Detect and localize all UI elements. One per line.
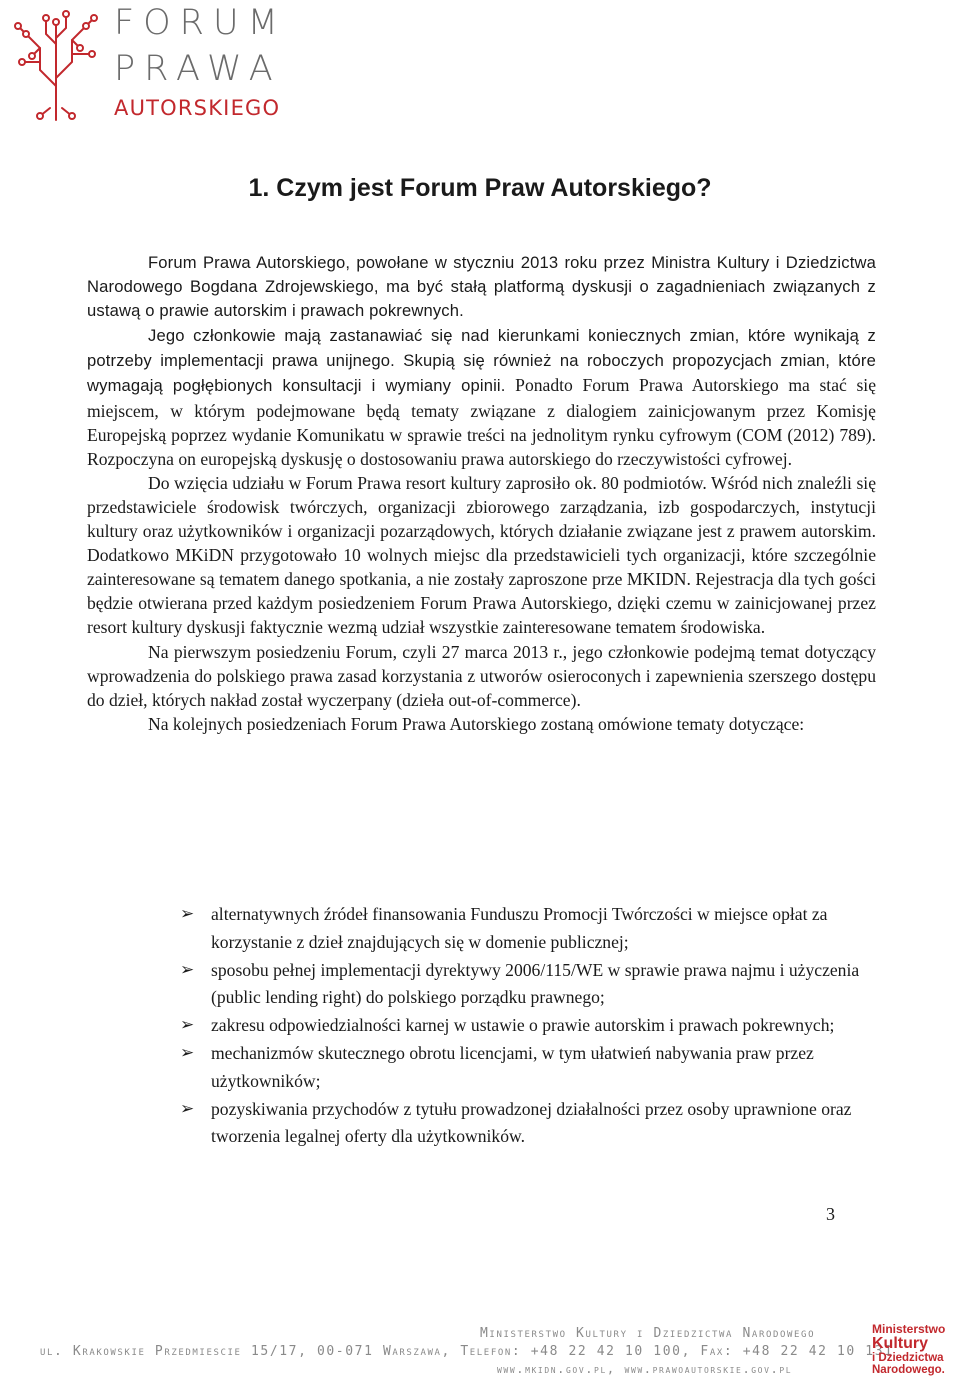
logo-text-prawa: PRAWA bbox=[114, 49, 282, 89]
topics-list bbox=[180, 901, 880, 1151]
paragraph-first-meeting: Na pierwszym posiedzeniu Forum, czyli 27 marca 2013 r., jego członkowie podejmą temat dotyczący wprowadzenia do polskiego prawa zasad korzystania z utworów osieroconych i zapewnienia szerszego dostępu do dzieł, których nakład został wyczerpany (dzieła out-of-commerce). bbox=[87, 641, 876, 710]
footer-ministry-name: Ministerstwo Kultury i Dziedzictwa Narodowego bbox=[480, 1326, 816, 1341]
logo-text-forum: FORUM bbox=[114, 3, 287, 43]
paragraph-next-meetings: Na kolejnych posiedzeniach Forum Prawa Autorskiego zostaną omówione tematy dotyczące: bbox=[148, 713, 805, 734]
list-item bbox=[180, 1012, 880, 1040]
document-body bbox=[87, 251, 876, 736]
tree-circuit-icon bbox=[10, 4, 102, 122]
footer-websites: www.mkidn.gov.pl, www.prawoautorskie.gov.pl bbox=[497, 1362, 793, 1376]
arrow-bullet-icon: ➢ bbox=[180, 1098, 195, 1119]
paragraph-members-part2: Skupią się również na roboczych propozycjach zmian, które wymagają pogłębionych konsultacji i wymiany opinii. bbox=[87, 351, 876, 396]
mkidn-logo-word1: Ministerstwo bbox=[872, 1322, 946, 1336]
list-item-text: mechanizmów skutecznego obrotu licencjami, w tym ułatwień nabywania praw przez użytkowników; bbox=[211, 1042, 814, 1091]
list-item bbox=[180, 957, 880, 1013]
page-number: 3 bbox=[826, 1204, 835, 1224]
paragraph-intro: Forum Prawa Autorskiego, powołane w styczniu 2013 roku przez Ministra Kultury i Dziedzictwa Narodowego Bogdana Zdrojewskiego, ma być stałą platformą dyskusji o zagadnieniach związanych z ustawą o prawie autorskim i prawach pokrewnych. bbox=[87, 253, 876, 321]
arrow-bullet-icon: ➢ bbox=[180, 959, 195, 980]
paragraph-members-part3: Ponadto Forum Prawa Autorskiego ma stać się miejscem, w którym podejmowane będą tematy związane z dialogiem zainicjowanym przez Komisję Europejską poprzez wydanie Komunikatu w sprawie treści na jednolitym rynku cyfrowym (COM (2012) 789). Rozpoczyna on europejską dyskusję o dostosowaniu prawa autorskiego do rzeczywistości cyfrowej. bbox=[87, 375, 877, 469]
list-item-text: sposobu pełnej implementacji dyrektywy 2006/115/WE w sprawie prawa najmu i użyczenia (public lending right) do polskiego porządku prawnego; bbox=[211, 959, 860, 1008]
list-item bbox=[180, 1096, 880, 1152]
list-item bbox=[180, 901, 880, 957]
list-item-text: pozyskiwania przychodów z tytułu prowadzonej działalności przez osoby uprawnione oraz tworzenia legalnej oferty dla użytkowników. bbox=[211, 1098, 852, 1147]
footer-address: ul. Krakowskie Przedmiescie 15/17, 00-071 Warszawa, Telefon: +48 22 42 10 100, Fax: +48 22 42 10 131 bbox=[40, 1344, 894, 1359]
paragraph-participants: Do wzięcia udziału w Forum Prawa resort kultury zaprosiło ok. 80 podmiotów. Wśród nich znaleźli się przedstawiciele środowisk twórczych, organizacji zbiorowego zarządzania, izb gospodarczych, instytucji kultury oraz użytkowników i organizacji pozarządowych, których działanie związane jest z prawem autorskim. Dodatkowo MKiDN przygotowało 10 wolnych miejsc dla przedstawicieli tych organizacji, które szczególnie zainteresowane są tematem danego spotkania, a nie zostały zaproszone prze MKIDN. Rejestracja dla tych gości będzie otwierana przed każdym posiedzeniem Forum Prawa Autorskiego, dzięki czemu w zainicjowanej przez resort kultury dyskusji faktycznie wezmą udział wszystkie zainteresowane tematem środowiska. bbox=[87, 472, 876, 638]
page-title: 1. Czym jest Forum Praw Autorskiego? bbox=[248, 174, 712, 202]
page-footer bbox=[0, 1320, 960, 1381]
paragraph-members-part1: Jego członkowie mają zastanawiać się nad kierunkami koniecznych zmian, które wynikają z potrzeby implementacji prawa unijnego. bbox=[87, 326, 876, 371]
mkidn-logo-word2: Kultury bbox=[872, 1335, 928, 1352]
mkidn-logo-word3: i Dziedzictwa bbox=[872, 1352, 944, 1364]
paragraph-members bbox=[87, 323, 876, 471]
arrow-bullet-icon: ➢ bbox=[180, 1015, 195, 1036]
arrow-bullet-icon: ➢ bbox=[180, 1042, 195, 1063]
forum-prawa-logo bbox=[10, 3, 287, 122]
list-item bbox=[180, 1040, 880, 1096]
list-item-text: zakresu odpowiedzialności karnej w ustawie o prawie autorskim i prawach pokrewnych; bbox=[211, 1015, 835, 1036]
logo-text-autorskiego: AUTORSKIEGO bbox=[114, 96, 281, 120]
mkidn-logo-word4: Narodowego. bbox=[872, 1364, 945, 1376]
arrow-bullet-icon: ➢ bbox=[180, 904, 195, 924]
mkidn-logo bbox=[872, 1322, 956, 1376]
list-item-text: alternatywnych źródeł finansowania Funduszu Promocji Twórczości w miejsce opłat za korzystanie z dzieł znajdujących się w domenie publicznej; bbox=[211, 904, 828, 952]
